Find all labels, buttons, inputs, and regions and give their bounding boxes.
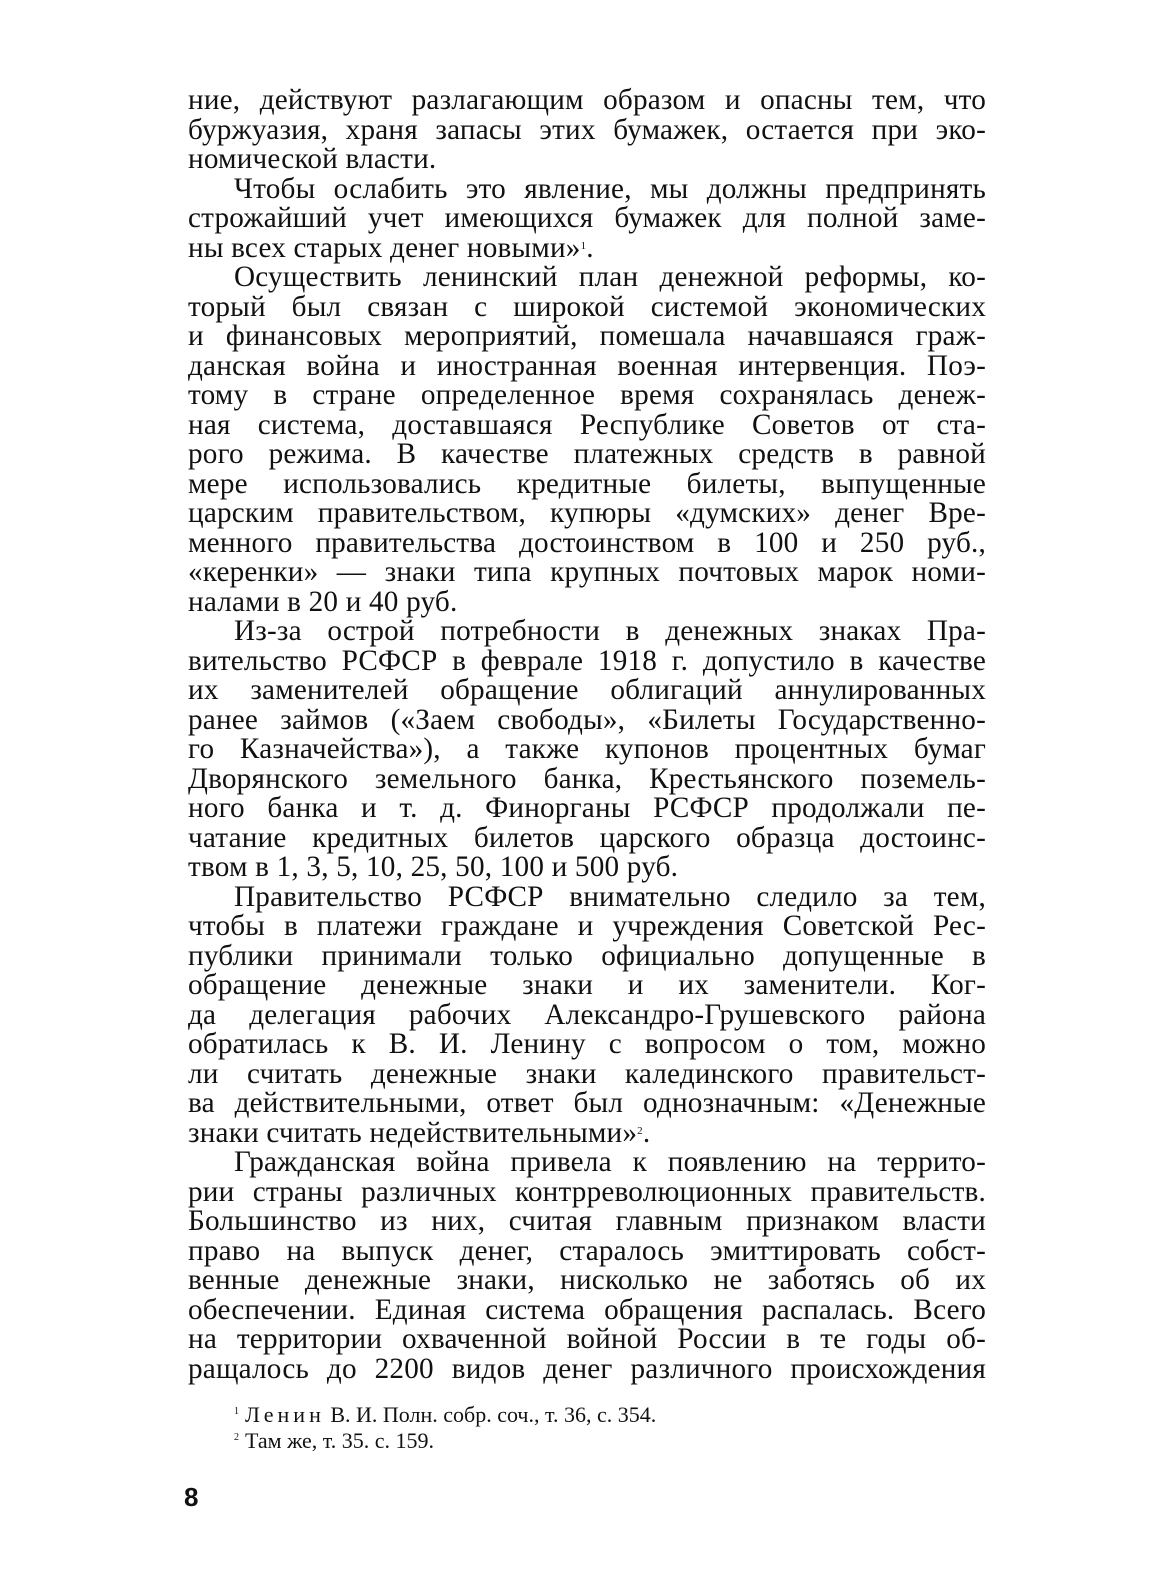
footnote-reference: 2 [637, 1124, 643, 1137]
text-line [188, 526, 986, 559]
body-text [188, 86, 986, 1384]
footnote-1 [234, 1402, 934, 1428]
footnote-text: Там же, т. 35. с. 159. [245, 1428, 434, 1453]
line-text: их заменителей обращение облигаций аннулированных [188, 674, 986, 706]
text-line [188, 1293, 986, 1326]
line-text: ли считать денежные знаки калединского правительст- [188, 1057, 986, 1090]
line-text: Осуществить ленинский план денежной реформы, ко- [234, 261, 986, 293]
line-text: обеспечении. Единая система обращения распалась. Всего [188, 1293, 986, 1326]
line-text: менного правительства достоинством в 100 и 250 руб., [188, 526, 986, 559]
line-text: венные денежные знаки, нисколько не заботясь об их [188, 1264, 986, 1296]
text-line [188, 1234, 986, 1267]
text-line [188, 1057, 986, 1090]
text-line [188, 1116, 986, 1149]
text-line [188, 998, 986, 1031]
line-text: Из-за острой потребности в денежных знаках Пра- [234, 615, 986, 647]
text-line [188, 585, 986, 618]
line-text: Чтобы ослабить это явление, мы должны предпринять [234, 172, 986, 205]
line-text: номической власти. [188, 143, 437, 175]
text-line [188, 290, 986, 323]
text-line [188, 322, 986, 352]
line-text: ращалось до 2200 видов денег различного происхождения [188, 1352, 986, 1385]
line-text: рии страны различных контрреволюционных правительств. [188, 1175, 986, 1208]
line-text: обращение денежные знаки и их заменители. Ког- [188, 969, 986, 1001]
line-text: буржуазия, храня запасы этих бумажек, остается при эко- [188, 113, 986, 146]
footnote-marker: 2 [234, 1432, 239, 1443]
text-line [188, 1266, 986, 1296]
text-line [188, 145, 986, 175]
line-text: знаки считать недействительными» [188, 1116, 638, 1149]
line-text: данская война и иностранная военная интервенция. Поэ- [188, 349, 986, 382]
line-text: ние, действуют разлагающим образом и опасны тем, что [188, 84, 986, 116]
text-line [188, 1175, 986, 1208]
text-line [188, 204, 986, 234]
footnote-marker: 1 [234, 1406, 239, 1417]
text-line [188, 644, 986, 677]
page-number: 8 [184, 1482, 199, 1512]
line-text: мере использовались кредитные билеты, выпущенные [188, 467, 986, 500]
text-line [188, 1030, 986, 1060]
text-line [188, 558, 986, 588]
line-text: обратилась к В. И. Ленину с вопросом о том, можно [188, 1028, 986, 1060]
line-text: Дворянского земельного банка, Крестьянского поземель- [188, 762, 986, 795]
line-text: ного банка и т. д. Финорганы РСФСР продолжали пе- [188, 792, 986, 824]
line-text: чатание кредитных билетов царского образца достоинс- [188, 821, 986, 854]
line-text: рого режима. В качестве платежных средств в равной [188, 438, 986, 470]
text-line [188, 1089, 986, 1119]
line-text: Большинство из них, считая главным признаком власти [188, 1205, 986, 1237]
text-line [188, 86, 986, 116]
text-line [188, 676, 986, 706]
text-line [188, 762, 986, 795]
line-text: торый был связан с широкой системой экономических [188, 290, 986, 323]
line-text: Правительство РСФСР внимательно следило за тем, [234, 880, 986, 913]
line-text: ранее займов («Заем свободы», «Билеты Государственно- [188, 703, 986, 736]
text-line [188, 1148, 986, 1178]
text-line [188, 263, 986, 293]
line-text: и финансовых мероприятий, помешала начавшаяся граж- [188, 320, 986, 352]
text-line [188, 381, 986, 411]
line-text: Гражданская война привела к появлению на террито- [234, 1146, 986, 1178]
text-line [188, 617, 986, 647]
text-line [188, 499, 986, 529]
text-line [188, 971, 986, 1001]
line-text: тому в стране определенное время сохранялась денеж- [188, 379, 986, 411]
text-line [188, 467, 986, 500]
line-text: да делегация рабочих Александро-Грушевского района [188, 998, 986, 1031]
line-text: на территории охваченной войной России в те годы об- [188, 1323, 986, 1355]
line-text: го Казначейства»), а также купонов процентных бумаг [188, 733, 986, 765]
text-line [188, 853, 986, 883]
text-line [188, 939, 986, 972]
text-line [188, 231, 986, 264]
line-text: «керенки» — знаки типа крупных почтовых марок номи- [188, 556, 986, 588]
text-line [188, 172, 986, 205]
footnotes [234, 1402, 934, 1454]
footnote-2 [234, 1428, 934, 1454]
line-text: вительство РСФСР в феврале 1918 г. допустило в качестве [188, 644, 986, 677]
text-line [188, 703, 986, 736]
line-text: ны всех старых денег новыми» [188, 231, 581, 264]
text-line [188, 1207, 986, 1237]
text-line [188, 113, 986, 146]
line-text: право на выпуск денег, старалось эмиттировать собст- [188, 1234, 986, 1267]
line-text: строжайший учет имеющихся бумажек для полной заме- [188, 202, 986, 234]
line-text: публики принимали только официально допущенные в [188, 939, 986, 972]
footnote-text: В. И. Полн. собр. соч., т. 36, с. 354. [324, 1402, 657, 1427]
text-line [188, 794, 986, 824]
footnote-author: Ленин [245, 1402, 325, 1427]
text-line [188, 1325, 986, 1355]
line-text: чтобы в платежи граждане и учреждения Советской Рес- [188, 910, 986, 942]
text-line [188, 880, 986, 913]
text-line [188, 912, 986, 942]
line-tail: . [586, 231, 594, 264]
line-text: твом в 1, 3, 5, 10, 25, 50, 100 и 500 руб. [188, 851, 679, 883]
text-line [188, 349, 986, 382]
text-line [188, 735, 986, 765]
text-line [188, 821, 986, 854]
line-text: налами в 20 и 40 руб. [188, 585, 458, 618]
footnote-reference: 1 [580, 239, 587, 252]
text-line [188, 440, 986, 470]
text-line [188, 1352, 986, 1385]
line-text: ная система, доставшаяся Республике Советов от ста- [188, 408, 986, 441]
text-line [188, 408, 986, 441]
line-text: царским правительством, купюры «думских» денег Вре- [188, 497, 986, 529]
line-tail: . [642, 1116, 651, 1149]
line-text: ва действительными, ответ был однозначным: «Денежные [188, 1087, 986, 1119]
